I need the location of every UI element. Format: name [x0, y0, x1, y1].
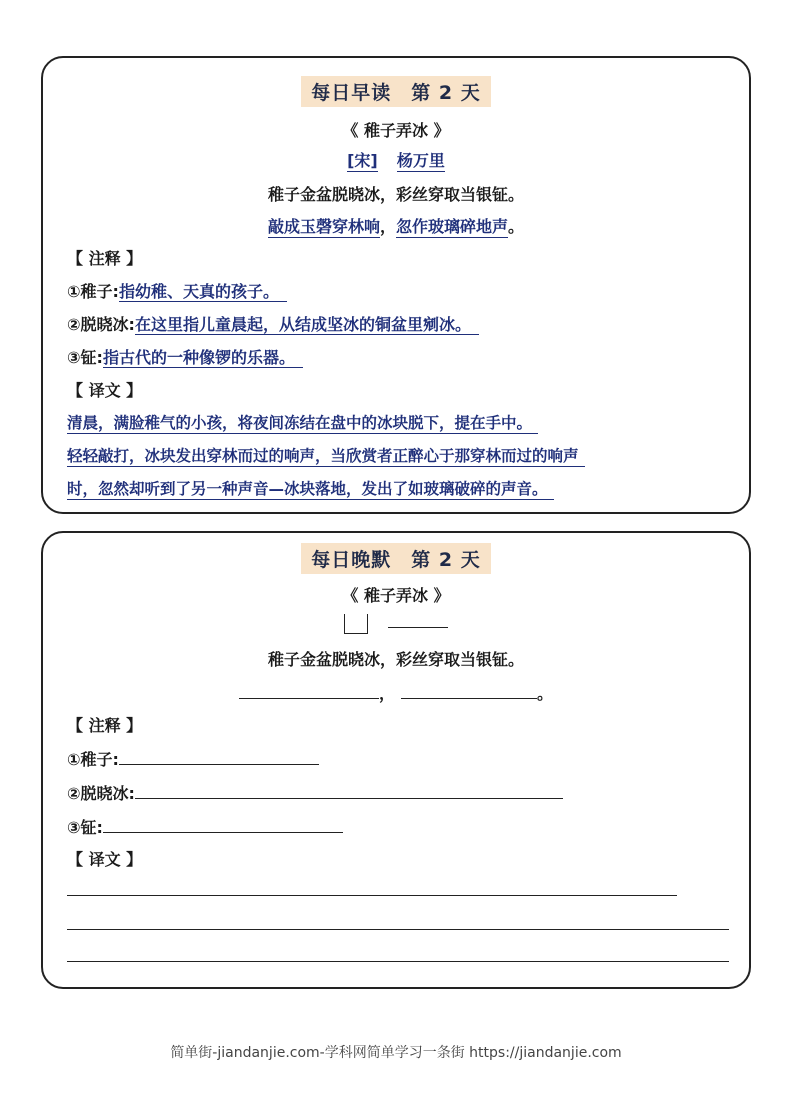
evening-title-wrap: [43, 543, 749, 574]
morning-title-wrap: [43, 76, 749, 107]
translation-blank-line-3[interactable]: [67, 961, 729, 962]
morning-line2-sep: ，: [379, 217, 396, 236]
morning-reading-card: [41, 56, 751, 514]
morning-line2-end: 。: [508, 217, 525, 236]
evening-title: 每日晚默 第 2 天: [301, 543, 490, 574]
morning-line2-part-b: 忽作玻璃碎地声: [396, 217, 509, 236]
morning-note-1-term: ①稚子:: [67, 282, 119, 301]
morning-poem-title: 《 稚子弄冰 》: [342, 121, 450, 140]
evening-line2-end: 。: [537, 684, 554, 703]
morning-translation-line-3: [67, 477, 554, 499]
morning-dynasty: [宋]: [347, 151, 378, 170]
evening-notes-heading: 【 注释 】: [67, 716, 143, 735]
evening-poem-line-2: [43, 681, 749, 704]
evening-poem-line-1: 稚子金盆脱晓冰，彩丝穿取当银钲。: [267, 650, 524, 669]
footer-watermark: 简单街-jiandanjie.com-学科网简单学习一条街 https://jiandanjie.com: [170, 1045, 622, 1061]
morning-note-3: [67, 345, 303, 368]
evening-note-2: [67, 781, 563, 804]
morning-translation-text-2: 轻轻敲打，冰块发出穿林而过的响声，当欣赏者正醉心于那穿林而过的响声: [67, 447, 585, 467]
morning-line2-part-a: 敲成玉磬穿林响: [267, 217, 380, 236]
morning-poem-line-1: 稚子金盆脱晓冰，彩丝穿取当银钲。: [267, 185, 524, 204]
evening-note-3-term: ③钲:: [67, 818, 103, 837]
dynasty-blank-box[interactable]: [344, 614, 368, 634]
translation-blank-line-1[interactable]: [67, 895, 677, 896]
evening-note-1-blank[interactable]: [119, 750, 319, 765]
morning-note-1: [67, 279, 287, 302]
morning-note-3-answer: 指古代的一种像锣的乐器。: [103, 348, 303, 368]
poem-line2-blank-a[interactable]: [239, 684, 379, 699]
evening-note-2-blank[interactable]: [135, 784, 563, 799]
morning-note-2: [67, 312, 479, 335]
morning-notes-heading: 【 注释 】: [67, 249, 143, 268]
morning-note-3-term: ③钲:: [67, 348, 103, 367]
translation-blank-line-2[interactable]: [67, 929, 729, 930]
evening-note-2-term: ②脱晓冰:: [67, 784, 135, 803]
evening-author-line: [43, 613, 749, 634]
morning-translation-line-2: [67, 444, 585, 466]
morning-translation-text-1: 清晨，满脸稚气的小孩，将夜间冻结在盘中的冰块脱下，提在手中。: [67, 414, 538, 434]
morning-author: 杨万里: [396, 151, 445, 170]
author-blank[interactable]: [388, 613, 448, 628]
morning-translation-heading: 【 译文 】: [67, 381, 143, 400]
morning-note-1-answer: 指幼稚、天真的孩子。: [119, 282, 287, 302]
evening-line2-sep: ，: [378, 684, 395, 703]
poem-line2-blank-b[interactable]: [401, 684, 537, 699]
morning-title: 每日早读 第 2 天: [301, 76, 490, 107]
morning-translation-text-3: 时，忽然却听到了另一种声音—冰块落地，发出了如玻璃破碎的声音。: [67, 480, 554, 500]
morning-translation-line-1: [67, 411, 538, 433]
morning-author-line: [43, 148, 749, 171]
evening-note-1: [67, 747, 319, 770]
morning-note-2-answer: 在这里指儿童晨起，从结成坚冰的铜盆里剜冰。: [135, 315, 479, 335]
evening-dictation-card: [41, 531, 751, 989]
evening-poem-title: 《 稚子弄冰 》: [342, 586, 450, 605]
evening-note-3: [67, 815, 343, 838]
evening-translation-heading: 【 译文 】: [67, 850, 143, 869]
morning-poem-line-2: [43, 214, 749, 237]
morning-note-2-term: ②脱晓冰:: [67, 315, 135, 334]
evening-note-3-blank[interactable]: [103, 818, 343, 833]
evening-note-1-term: ①稚子:: [67, 750, 119, 769]
